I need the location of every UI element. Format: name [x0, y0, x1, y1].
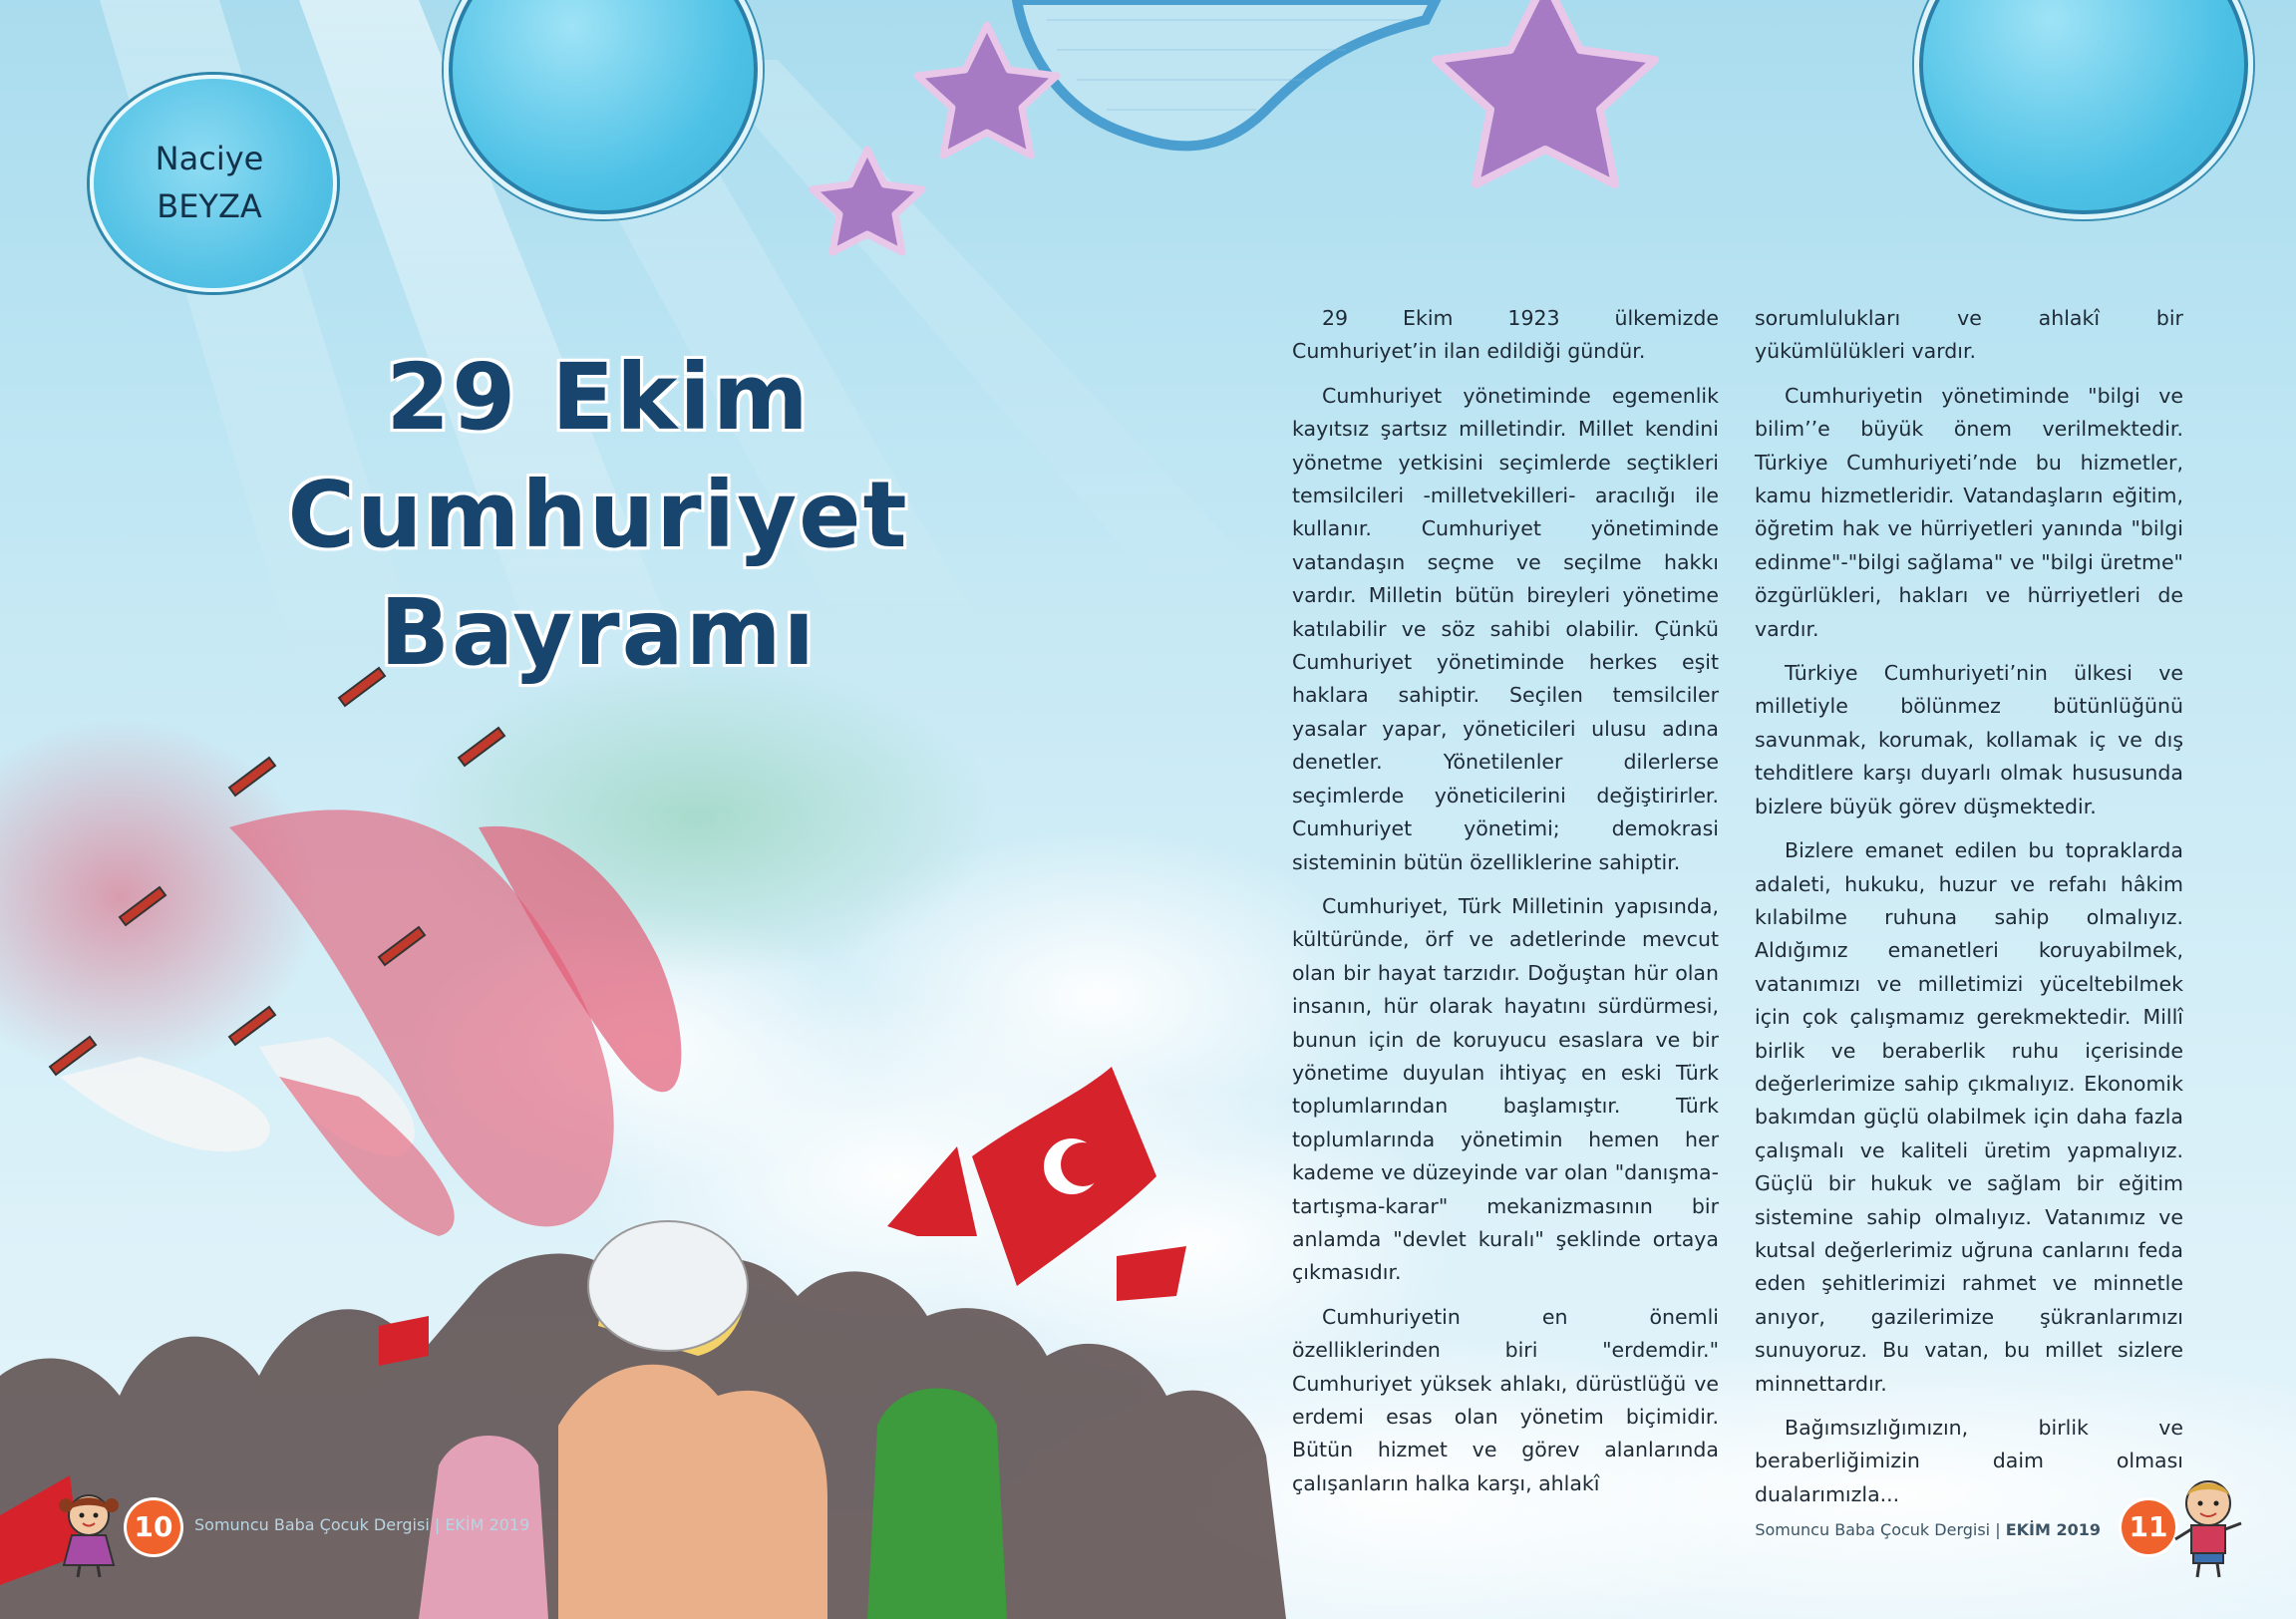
paragraph: Bağımsızlığımızın, birlik ve beraberliğimizin daim olması dualarımızla...	[1755, 1416, 2183, 1506]
left-page-number: 10	[127, 1500, 180, 1554]
right-page-number: 11	[2122, 1500, 2175, 1554]
title-line-1: 29 Ekim	[386, 344, 811, 451]
paragraph: Cumhuriyet yönetiminde egemenlik kayıtsız şartsız milletindir. Millet kendini yönetme yetkisini seçimlerde seçtikleri temsilcileri -milletvekilleri- aracılığı ile kullanır. Cumhuriyet yönetiminde vatandaşın seçme ve seçilme hakkı vardır. Milletin bütün bireyleri yönetime katılabilir ve söz sahibi olabilir. Çünkü Cumhuriyet yönetiminde herkes eşit haklara sahiptir. Seçilen temsilciler yasalar yapar, yöneticileri ulusu adına denetler. Yönetilenler dilerlerse seçimlerde yöneticilerini değiştirirler. Cumhuriyet yönetimi; demokrasi sisteminin bütün özelliklerine sahiptir.	[1292, 383, 1719, 874]
paragraph: Bizlere emanet edilen bu topraklarda adaleti, hukuku, huzur ve refahı hâkim kılabilme ruhuna sahip olmalıyız. Aldığımız emanetleri koruyabilmek, vatanımızı ve milletimizi yüceltebilmek için çok çalışmamız gerekmektedir. Millî birlik ve beraberlik ruhu içerisinde değerlerimize sahip çıkmalıyız. Ekonomik bakımdan güçlü olabilmek için daha fazla çalışmalı ve kaliteli üretim yapmalıyız. Güçlü bir hukuk ve sağlam bir eğitim sistemine sahip olmalıyız. Vatanımız ve kutsal değerlerimiz uğruna canlarını feda eden şehitlerimizi rahmet ve minnetle anıyor, gazilerimize şükranlarımızı sunuyoruz. Bu vatan, bu millet sizlere minnettardır.	[1755, 838, 2183, 1396]
issue-label: EKİM 2019	[2005, 1520, 2101, 1539]
article-column-1	[1292, 302, 1719, 1511]
boy-mascot-illustration	[2173, 1473, 2243, 1581]
author-first-name: Naciye	[155, 140, 264, 177]
right-footer-text	[1755, 1520, 2101, 1539]
author-last-name: BEYZA	[157, 187, 262, 225]
paragraph: Cumhuriyetin yönetiminde "bilgi ve bilim’’e büyük önem verilmektedir. Türkiye Cumhuriyeti’nde bu hizmetler, kamu hizmetleridir. Vatandaşların eğitim, öğretim hak ve hürriyetleri yanında "bilgi edinme"-"bilgi sağlama" ve "bilgi üretme" özgürlükleri, hakları ve hürriyetleri de vardır.	[1755, 383, 2183, 641]
title-line-3: Bayramı	[379, 579, 818, 686]
article-column-2	[1755, 302, 2183, 1522]
girl-mascot-illustration	[58, 1485, 120, 1580]
paragraph: Türkiye Cumhuriyeti’nin ülkesi ve milletiyle bölünmez bütünlüğünü savunmak, korumak, kollamak iç ve dış tehditlere karşı duyarlı olmak hususunda bizlere büyük görev düşmektedir.	[1755, 661, 2183, 818]
paragraph: sorumlulukları ve ahlakî bir yükümlülükleri vardır.	[1755, 306, 2183, 364]
paragraph: Cumhuriyet, Türk Milletinin yapısında, kültüründe, örf ve adetlerinde mevcut olan bir hayat tarzıdır. Doğuştan hür olan insanın, hür olarak hayatını sürdürmesi, bunun için de koruyucu esaslara ve bir yönetime duyulan ihtiyaç en eski Türk toplumlarından başlamıştır. Türk toplumlarında yönetimin hemen her kademe ve düzeyinde var olan "danışma-tartışma-karar" mekanizmasının bir anlamda "devlet kuralı" şeklinde ortaya çıkmasıdır.	[1292, 893, 1719, 1285]
magazine-name: Somuncu Baba Çocuk Dergisi |	[1755, 1520, 2006, 1539]
paragraph: Cumhuriyetin en önemli özelliklerinden biri "erdemdir." Cumhuriyet yüksek ahlakı, dürüstlüğü ve erdemi esas olan yönetim biçimidir. Bütün hizmet ve görev alanlarında çalışanların halka karşı, ahlakî	[1292, 1304, 1719, 1495]
title-line-2: Cumhuriyet	[287, 462, 909, 568]
paragraph: 29 Ekim 1923 ülkemizde Cumhuriyet’in ilan edildiği gündür.	[1292, 306, 1719, 364]
author-name	[90, 135, 329, 230]
decorative-frame-and-stars	[788, 0, 1765, 279]
article-title	[249, 339, 947, 692]
left-footer-text: Somuncu Baba Çocuk Dergisi | EKİM 2019	[194, 1515, 530, 1534]
